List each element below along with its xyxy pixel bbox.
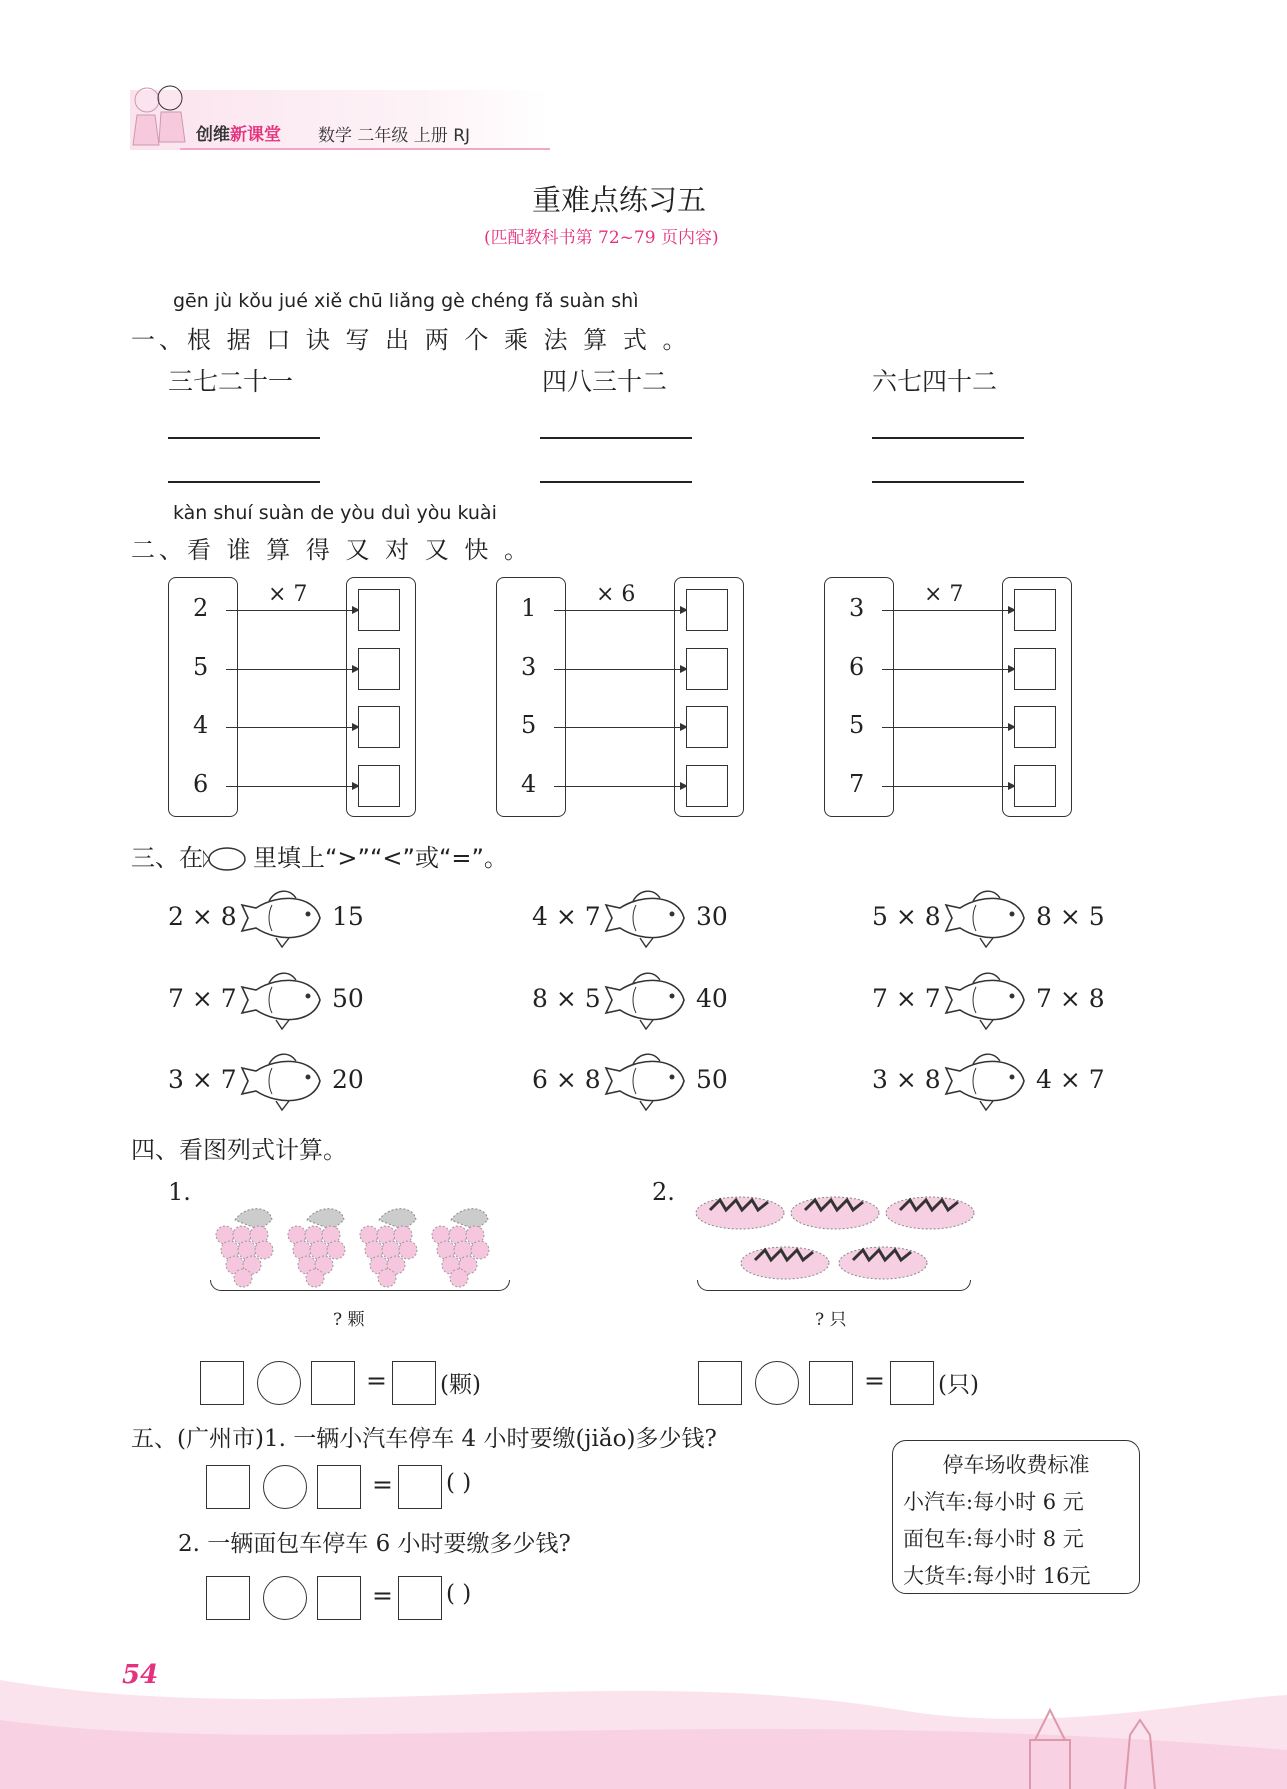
fee-row: 面包车:每小时 8 元: [903, 1527, 1084, 1551]
number-box[interactable]: [698, 1361, 742, 1405]
answer-line[interactable]: [168, 437, 320, 439]
result-box[interactable]: [890, 1361, 934, 1405]
arrow-icon: [554, 786, 686, 787]
answer-line[interactable]: [872, 481, 1024, 483]
left-expression: 5 × 8: [872, 902, 941, 931]
unit-blank: ( ): [446, 1581, 472, 1607]
problem-number: 1.: [168, 1178, 191, 1206]
multiplicand: 7: [849, 770, 865, 798]
answer-box[interactable]: [1014, 589, 1056, 631]
book-info: 数学 二年级 上册 RJ: [318, 126, 471, 146]
number-box[interactable]: [206, 1465, 250, 1509]
fish-icon: [203, 844, 253, 874]
number-box[interactable]: [206, 1576, 250, 1620]
fish-comparison-blank[interactable]: [238, 883, 334, 957]
s2-pinyin: kàn shuí suàn de yòu duì yòu kuài: [173, 502, 497, 524]
multiplicand: 2: [193, 594, 209, 622]
fish-comparison-blank[interactable]: [942, 1046, 1038, 1120]
brace: [697, 1280, 971, 1291]
arrow-icon: [226, 786, 358, 787]
answer-line[interactable]: [540, 481, 692, 483]
arrow-icon: [554, 727, 686, 728]
fee-row: 小汽车:每小时 6 元: [903, 1490, 1084, 1514]
result-box[interactable]: [398, 1465, 442, 1509]
fish-comparison-blank[interactable]: [238, 965, 334, 1039]
number-box[interactable]: [317, 1576, 361, 1620]
arrow-icon: [226, 727, 358, 728]
left-expression: 8 × 5: [532, 984, 601, 1013]
left-expression: 2 × 8: [168, 902, 237, 931]
left-expression: 4 × 7: [532, 902, 601, 931]
right-expression: 8 × 5: [1036, 902, 1105, 931]
left-expression: 3 × 8: [872, 1065, 941, 1094]
fish-comparison-blank[interactable]: [942, 965, 1038, 1039]
multiplicand: 5: [193, 653, 209, 681]
page-number: 54: [122, 1660, 159, 1690]
page-subtitle: (匹配教科书第 72~79 页内容): [484, 228, 719, 248]
arrow-icon: [226, 610, 358, 611]
multiplicand: 5: [849, 711, 865, 739]
answer-box[interactable]: [358, 765, 400, 807]
left-expression: 7 × 7: [168, 984, 237, 1013]
operator-circle[interactable]: [257, 1361, 301, 1405]
unit-label: (颗): [440, 1372, 481, 1398]
multiplicand: 1: [521, 594, 537, 622]
right-expression: 20: [332, 1065, 364, 1094]
right-expression: 50: [696, 1065, 728, 1094]
answer-box[interactable]: [686, 648, 728, 690]
answer-box[interactable]: [358, 648, 400, 690]
number-box[interactable]: [317, 1465, 361, 1509]
result-box[interactable]: [392, 1361, 436, 1405]
answer-box[interactable]: [1014, 765, 1056, 807]
multiplicand: 3: [849, 594, 865, 622]
equals-sign: =: [864, 1366, 885, 1395]
right-expression: 30: [696, 902, 728, 931]
footer-wave: [0, 1640, 1287, 1789]
result-box[interactable]: [398, 1576, 442, 1620]
s1-item: 六七四十二: [872, 367, 998, 396]
operator-label: × 6: [596, 582, 636, 607]
unit-blank: ( ): [446, 1470, 472, 1496]
arrow-icon: [882, 727, 1014, 728]
fish-comparison-blank[interactable]: [238, 1046, 334, 1120]
answer-line[interactable]: [540, 437, 692, 439]
answer-line[interactable]: [872, 437, 1024, 439]
equals-sign: =: [372, 1470, 393, 1499]
answer-box[interactable]: [358, 589, 400, 631]
s5-heading: 五、(广州市)1. 一辆小汽车停车 4 小时要缴(jiǎo)多少钱?: [131, 1426, 717, 1452]
left-expression: 3 × 7: [168, 1065, 237, 1094]
multiplicand: 6: [193, 770, 209, 798]
operator-circle[interactable]: [263, 1465, 307, 1509]
s1-item: 三七二十一: [168, 367, 294, 396]
fish-comparison-blank[interactable]: [942, 883, 1038, 957]
grapes-picture: [210, 1205, 510, 1290]
s1-item: 四八三十二: [542, 367, 668, 396]
equals-sign: =: [372, 1581, 393, 1610]
right-expression: 7 × 8: [1036, 984, 1105, 1013]
s1-pinyin: gēn jù kǒu jué xiě chū liǎng gè chéng fǎ suàn shì: [173, 290, 639, 312]
answer-box[interactable]: [1014, 706, 1056, 748]
multiplicand: 4: [193, 711, 209, 739]
left-expression: 6 × 8: [532, 1065, 601, 1094]
number-box[interactable]: [809, 1361, 853, 1405]
answer-line[interactable]: [168, 481, 320, 483]
birds-picture: [690, 1178, 990, 1288]
fish-comparison-blank[interactable]: [602, 965, 698, 1039]
problem-number: 2.: [652, 1178, 675, 1206]
multiplicand: 3: [521, 653, 537, 681]
left-expression: 7 × 7: [872, 984, 941, 1013]
right-expression: 15: [332, 902, 364, 931]
s4-heading: 四、看图列式计算。: [131, 1136, 347, 1164]
right-expression: 40: [696, 984, 728, 1013]
table-title: 停车场收费标准: [942, 1453, 1090, 1477]
arrow-icon: [882, 786, 1014, 787]
brace: [210, 1280, 510, 1291]
number-box[interactable]: [311, 1361, 355, 1405]
right-expression: 4 × 7: [1036, 1065, 1105, 1094]
s5-question-2: 2. 一辆面包车停车 6 小时要缴多少钱?: [178, 1531, 571, 1557]
equals-sign: =: [366, 1366, 387, 1395]
fee-row: 大货车:每小时 16元: [903, 1564, 1091, 1588]
page-title: 重难点练习五: [532, 183, 707, 217]
arrow-icon: [882, 610, 1014, 611]
arrow-icon: [554, 610, 686, 611]
header-line: [180, 148, 550, 150]
operator-label: × 7: [924, 582, 964, 607]
s3-heading: 三、在 里填上“>”“<”或“=”。: [131, 844, 508, 872]
fish-comparison-blank[interactable]: [602, 1046, 698, 1120]
fish-comparison-blank[interactable]: [602, 883, 698, 957]
parking-fee-table: [892, 1440, 1140, 1594]
brand: 创维新课堂: [196, 125, 281, 145]
answer-box[interactable]: [686, 589, 728, 631]
operator-circle[interactable]: [263, 1576, 307, 1620]
multiplicand: 5: [521, 711, 537, 739]
s1-heading: 一、根 据 口 诀 写 出 两 个 乘 法 算 式 。: [131, 326, 691, 354]
operator-circle[interactable]: [755, 1361, 799, 1405]
arrow-icon: [882, 669, 1014, 670]
answer-box[interactable]: [686, 765, 728, 807]
answer-box[interactable]: [358, 706, 400, 748]
multiplicand: 4: [521, 770, 537, 798]
arrow-icon: [226, 669, 358, 670]
answer-box[interactable]: [1014, 648, 1056, 690]
kids-illustration: [125, 80, 195, 155]
s2-heading: 二、看 谁 算 得 又 对 又 快 。: [131, 536, 533, 564]
number-box[interactable]: [200, 1361, 244, 1405]
right-expression: 50: [332, 984, 364, 1013]
arrow-icon: [554, 669, 686, 670]
operator-label: × 7: [268, 582, 308, 607]
multiplicand: 6: [849, 653, 865, 681]
total-label: ? 颗: [333, 1310, 365, 1330]
unit-label: (只): [938, 1372, 979, 1398]
total-label: ? 只: [815, 1310, 847, 1330]
answer-box[interactable]: [686, 706, 728, 748]
